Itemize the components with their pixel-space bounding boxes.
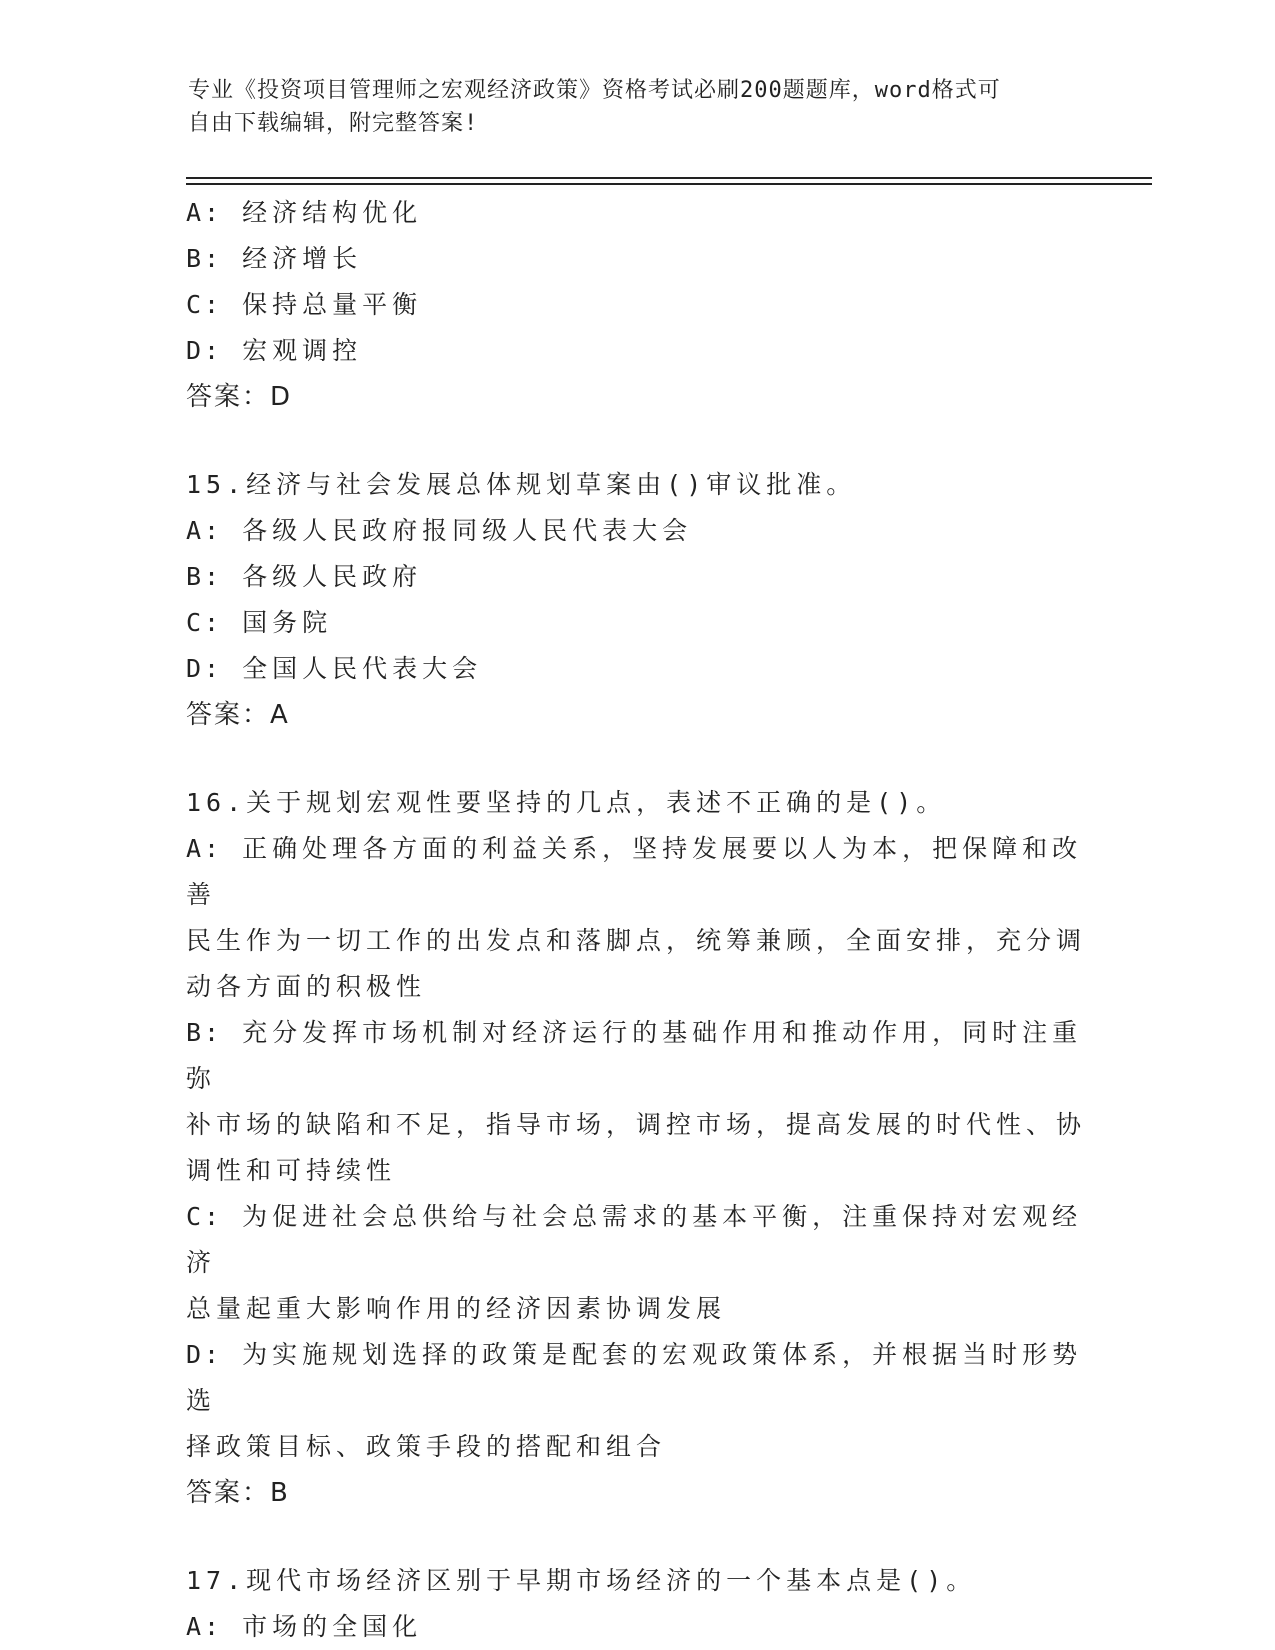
option-d: D: 宏观调控 (186, 336, 363, 365)
option-b: B: 充分发挥市场机制对经济运行的基础作用和推动作用，同时注重弥 补市场的缺陷和不足，指导市场，调控市场，提高发展的时代性、协 调性和可持续性 (186, 1018, 1087, 1185)
option-a: A: 经济结构优化 (186, 198, 423, 227)
question-content (186, 190, 1086, 1650)
option-b: B: 各级人民政府 (186, 562, 423, 591)
option-d: D: 为实施规划选择的政策是配套的宏观政策体系，并根据当时形势选 择政策目标、政策手段的搭配和组合 (186, 1340, 1083, 1461)
header-divider-top (186, 177, 1152, 179)
question-block-17 (186, 1558, 1086, 1650)
answer-line: 答案：D (186, 382, 293, 412)
option-d: D: 全国人民代表大会 (186, 654, 483, 683)
header-line-1: 专业《投资项目管理师之宏观经济政策》资格考试必刷200题题库，word格式可 (188, 78, 1001, 103)
answer-line: 答案：B (186, 1478, 290, 1508)
option-c: C: 保持总量平衡 (186, 290, 423, 319)
option-a: A: 市场的全国化 (186, 1612, 423, 1641)
option-c: C: 国务院 (186, 608, 333, 637)
document-header (188, 74, 1088, 140)
option-a: A: 正确处理各方面的利益关系，坚持发展要以人为本，把保障和改善 民生作为一切工作的出发点和落脚点，统筹兼顾，全面安排，充分调 动各方面的积极性 (186, 834, 1087, 1001)
question-block-prev (186, 190, 1086, 420)
option-c: C: 为促进社会总供给与社会总需求的基本平衡，注重保持对宏观经济 总量起重大影响作用的经济因素协调发展 (186, 1202, 1083, 1323)
header-line-2: 自由下载编辑，附完整答案! (188, 111, 479, 136)
option-b: B: 经济增长 (186, 244, 363, 273)
question-block-16 (186, 780, 1086, 1516)
question-stem: 16.关于规划宏观性要坚持的几点，表述不正确的是()。 (186, 788, 947, 817)
header-divider-bottom (186, 183, 1152, 185)
question-block-15 (186, 462, 1086, 738)
question-stem: 17.现代市场经济区别于早期市场经济的一个基本点是()。 (186, 1566, 977, 1595)
question-stem: 15.经济与社会发展总体规划草案由()审议批准。 (186, 470, 857, 499)
option-a: A: 各级人民政府报同级人民代表大会 (186, 516, 693, 545)
answer-line: 答案：A (186, 700, 290, 730)
